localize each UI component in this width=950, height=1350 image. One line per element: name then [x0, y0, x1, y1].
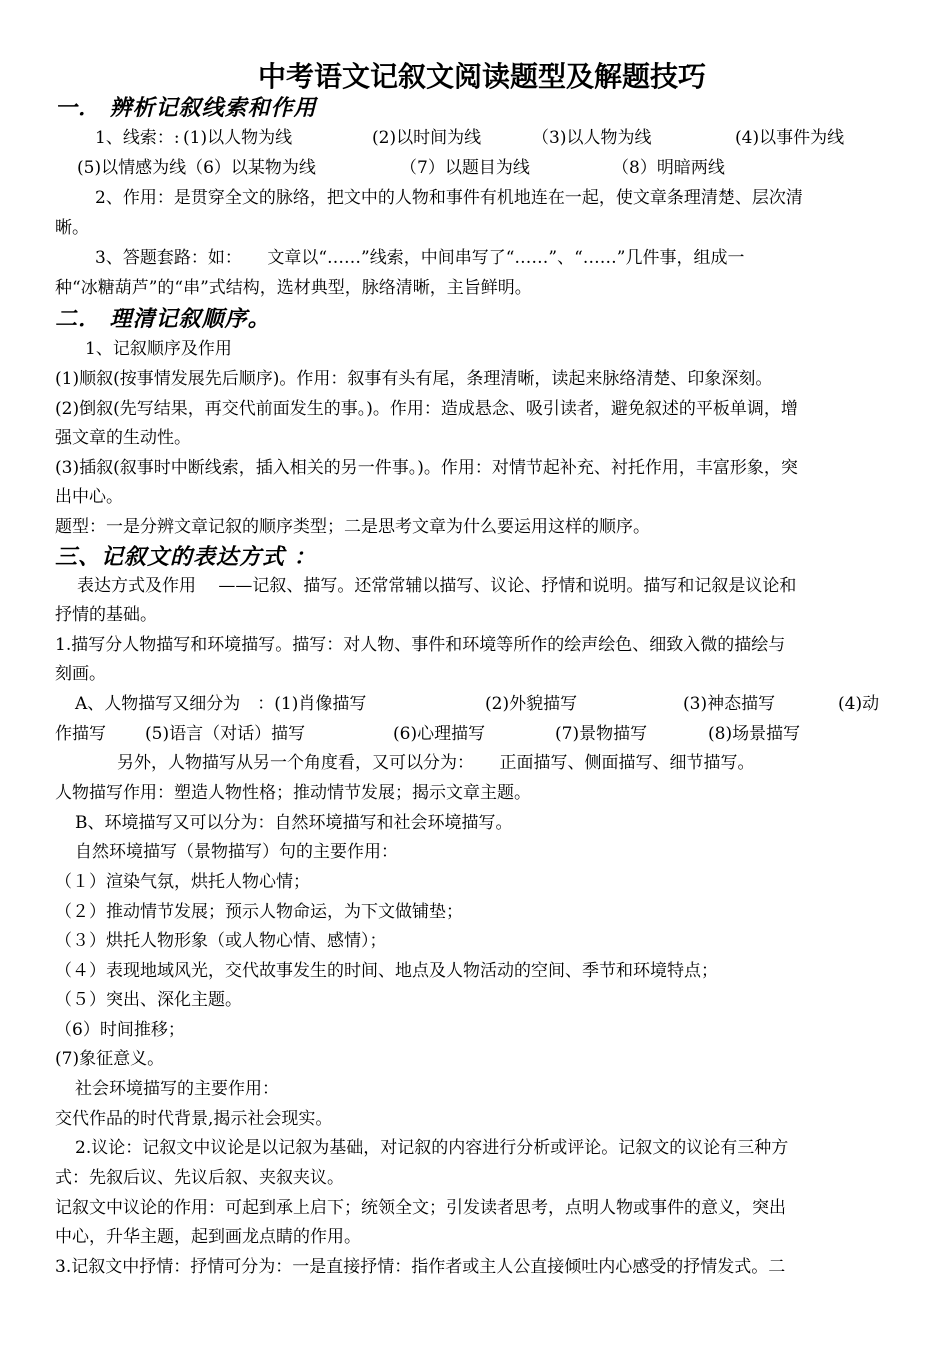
paragraph-line: 种“冰糖葫芦”的“串”式结构，选材典型，脉络清晰，主旨鲜明。	[55, 278, 532, 298]
paragraph-line: 2、作用：是贯穿全文的脉络，把文中的人物和事件有机地连在一起，使文章条理清楚、层次清	[95, 188, 803, 208]
clue-item: (4)以事件为线	[735, 128, 845, 148]
clue-item: （7）以题目为线	[400, 158, 530, 178]
paragraph-line: (3)插叙(叙事时中断线索，插入相关的另一件事。)。作用：对情节起补充、衬托作用，丰富形象，突	[55, 458, 798, 478]
list-item: （５）突出、深化主题。	[55, 990, 242, 1010]
section-heading-3: 三、记叙文的表达方式 ：	[55, 544, 317, 570]
paragraph-line: 式：先叙后议、先议后叙、夹叙夹议。	[55, 1168, 344, 1188]
description-type: (5)语言（对话）描写	[145, 724, 306, 744]
paragraph-line: 中心，升华主题，起到画龙点睛的作用。	[55, 1227, 361, 1247]
paragraph-line: 交代作品的时代背景,揭示社会现实。	[55, 1109, 333, 1129]
description-type: (8)场景描写	[708, 724, 801, 744]
paragraph-line: 另外，人物描写从另一个角度看，又可以分为： 正面描写、侧面描写、细节描写。	[117, 753, 755, 773]
paragraph-line: 刻画。	[55, 664, 106, 684]
list-item: (7)象征意义。	[55, 1049, 165, 1069]
description-type: (6)心理描写	[393, 724, 486, 744]
clue-item: (5)以情感为线（6）以某物为线	[77, 158, 316, 178]
paragraph-line: 人物描写作用：塑造人物性格；推动情节发展；揭示文章主题。	[55, 783, 531, 803]
list-item: （１）渲染气氛，烘托人物心情；	[55, 872, 310, 892]
list-item: （４）表现地域风光，交代故事发生的时间、地点及人物活动的空间、季节和环境特点；	[55, 961, 718, 981]
paragraph-line: 表达方式及作用 ——记叙、描写。还常常辅以描写、议论、抒情和说明。描写和记叙是议论和	[77, 576, 797, 596]
description-type: 作描写	[55, 724, 106, 744]
paragraph-line: 出中心。	[55, 487, 123, 507]
list-item: （6）时间推移；	[55, 1020, 185, 1040]
sub-heading: 1、记叙顺序及作用	[85, 339, 232, 359]
paragraph-line: (2)倒叙(先写结果，再交代前面发生的事。)。作用：造成悬念、吸引读者，避免叙述的平板单调，增	[55, 399, 798, 419]
list-item: （３）烘托人物形象（或人物心情、感情）；	[55, 931, 387, 951]
paragraph-line: 记叙文中议论的作用：可起到承上启下；统领全文；引发读者思考，点明人物或事件的意义，突出	[55, 1198, 786, 1218]
section-heading-1: 一． 辨析记叙线索和作用	[55, 95, 317, 121]
paragraph-line: 3、答题套路：如： 文章以“……”线索，中间串写了“……”、“……”几件事，组成一	[95, 248, 745, 268]
paragraph-line: 3.记叙文中抒情：抒情可分为：一是直接抒情：指作者或主人公直接倾吐内心感受的抒情发式。二	[55, 1257, 786, 1277]
list-item: （２）推动情节发展；预示人物命运，为下文做铺垫；	[55, 902, 463, 922]
clue-item: (1)以人物为线	[183, 128, 293, 148]
paragraph-line: 题型：一是分辨文章记叙的顺序类型；二是思考文章为什么要运用这样的顺序。	[55, 517, 650, 537]
document-title: 中考语文记叙文阅读题型及解题技巧	[258, 60, 707, 93]
description-type: (7)景物描写	[555, 724, 648, 744]
description-type: (4)动	[838, 694, 880, 714]
description-type: (2)外貌描写	[485, 694, 578, 714]
paragraph-line: 抒情的基础。	[55, 605, 157, 625]
section-heading-2: 二． 理清记叙顺序。	[55, 306, 271, 332]
paragraph-line: 晰。	[55, 218, 89, 238]
description-type: (3)神态描写	[683, 694, 776, 714]
paragraph-line: 2.议论：记叙文中议论是以记叙为基础，对记叙的内容进行分析或评论。记叙文的议论有三种方	[75, 1138, 789, 1158]
clue-item: （3)以人物为线	[532, 128, 652, 148]
clue-label: 1、线索：:	[95, 128, 180, 148]
clue-item: （8）明暗两线	[612, 158, 725, 178]
paragraph-line: 社会环境描写的主要作用：	[75, 1079, 279, 1099]
paragraph-line: B、环境描写又可以分为：自然环境描写和社会环境描写。	[75, 813, 513, 833]
clue-item: (2)以时间为线	[372, 128, 482, 148]
paragraph-line: 1.描写分人物描写和环境描写。描写：对人物、事件和环境等所作的绘声绘色、细致入微的描绘与	[55, 635, 786, 655]
paragraph-line: 自然环境描写（景物描写）句的主要作用：	[75, 842, 398, 862]
paragraph-line: 强文章的生动性。	[55, 428, 191, 448]
paragraph-line: (1)顺叙(按事情发展先后顺序)。作用：叙事有头有尾，条理清晰，读起来脉络清楚、印象深刻。	[55, 369, 773, 389]
character-description-label: A、人物描写又细分为 ：(1)肖像描写	[75, 694, 367, 714]
